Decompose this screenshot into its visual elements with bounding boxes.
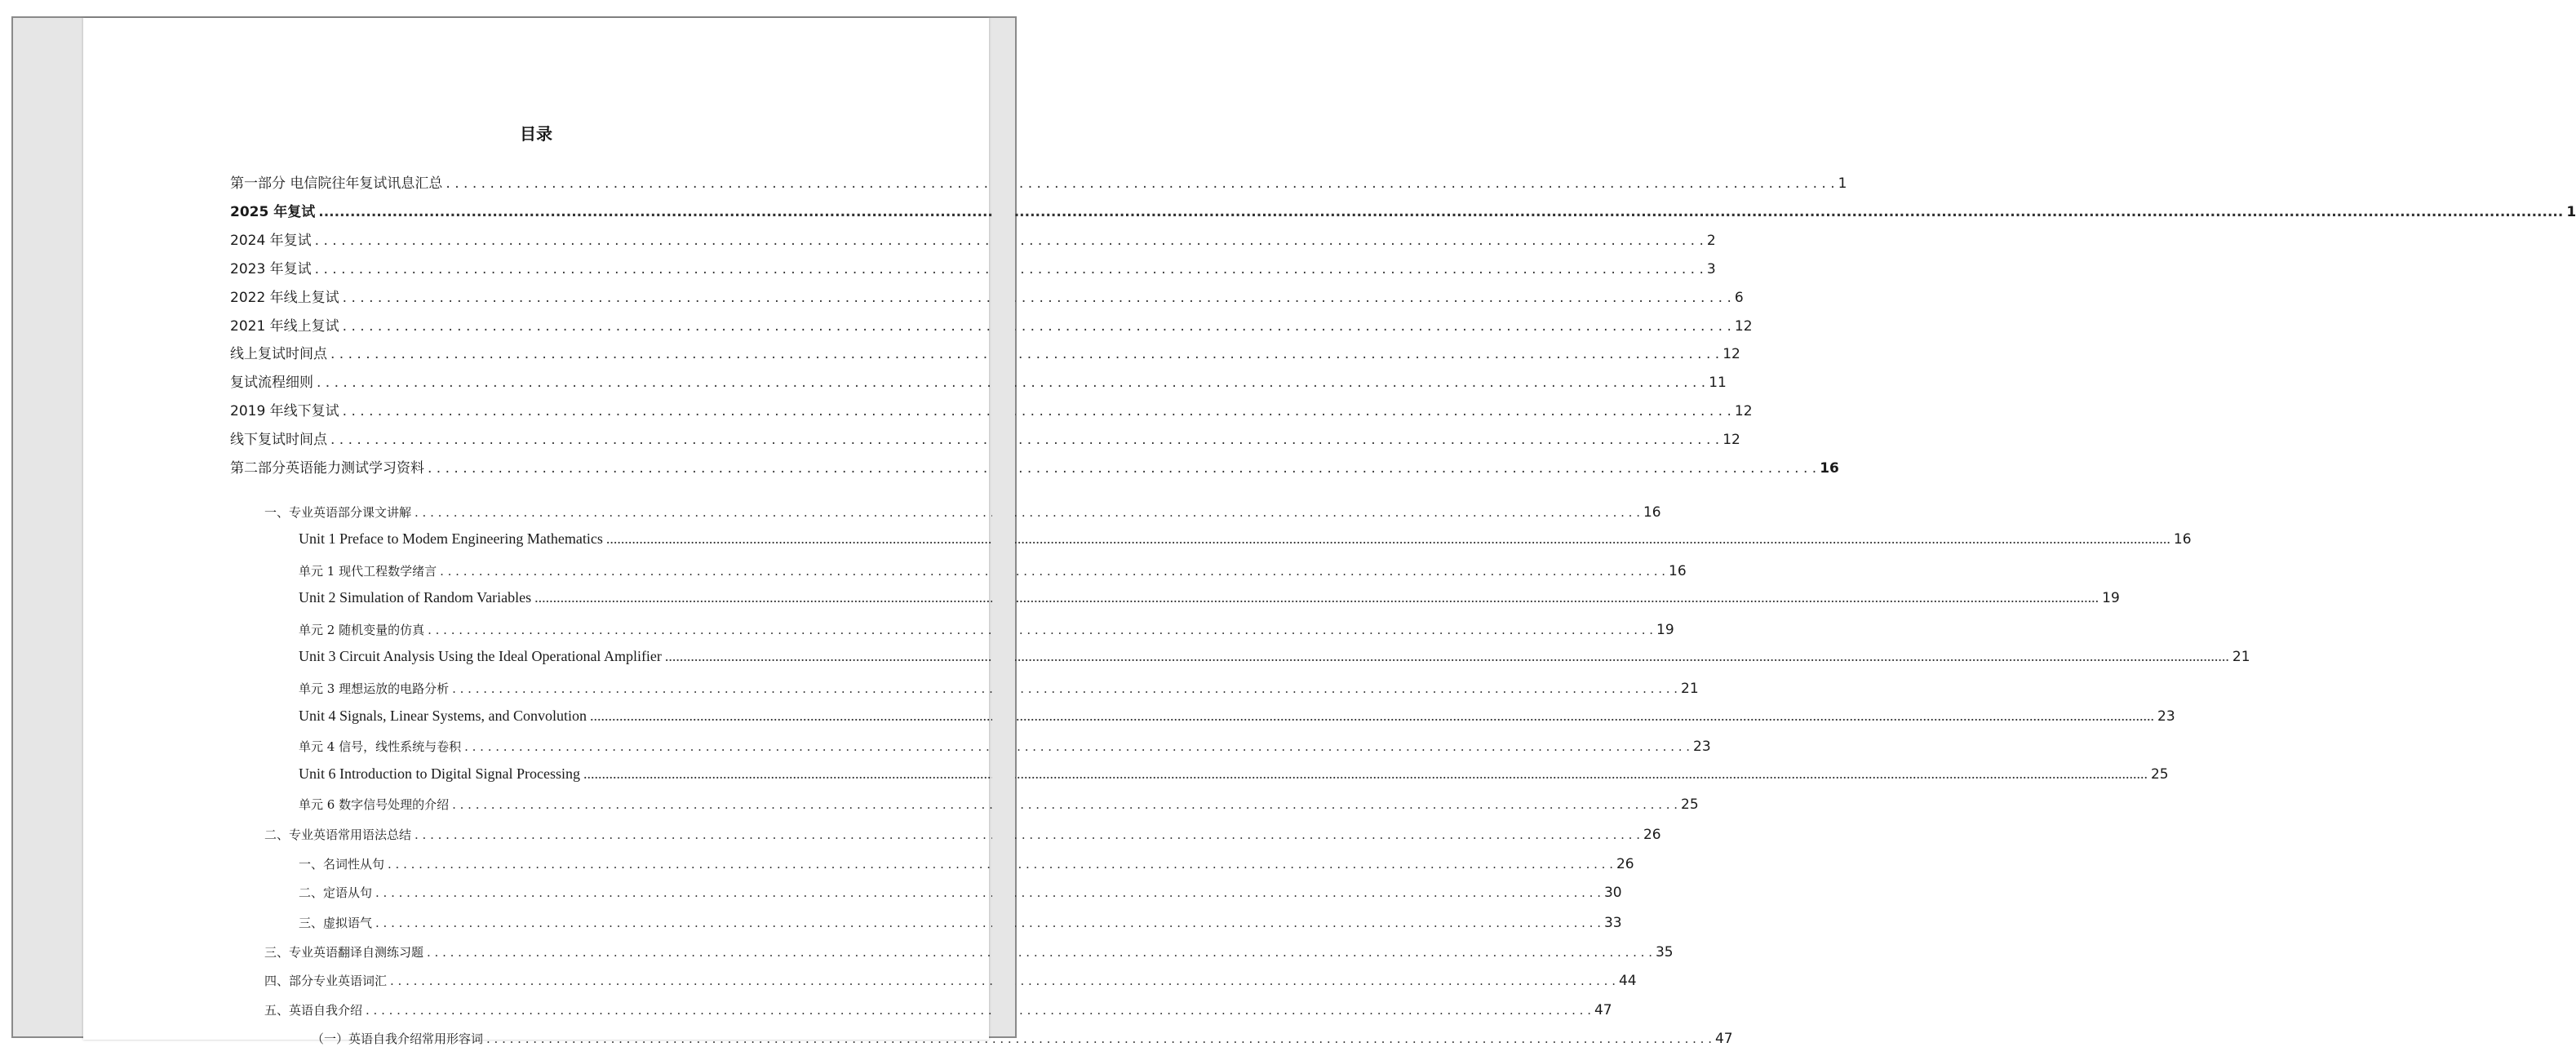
toc-leader-dots [318, 204, 2563, 220]
toc-leader-dots [366, 1003, 1591, 1018]
toc-leader-dots [452, 797, 1678, 812]
toc-entry[interactable] [230, 171, 1847, 192]
toc-entry-page: 47 [1714, 1031, 1733, 1047]
toc-leader-dots [446, 175, 1834, 192]
toc-leader-dots [375, 885, 1601, 900]
toc-entry[interactable] [230, 428, 1740, 448]
toc-entry[interactable] [299, 562, 1687, 579]
toc-entry-title: 单元 1 现代工程数学绪言 [299, 564, 437, 579]
toc-leader-dots [343, 403, 1731, 419]
toc-entry-title: 2021 年线上复试 [230, 318, 339, 335]
toc-entry-title: 2019 年线下复试 [230, 403, 339, 419]
toc-entry[interactable] [230, 257, 1716, 277]
toc-entry[interactable] [299, 855, 1634, 872]
toc-entry[interactable] [299, 530, 2192, 548]
toc-entry[interactable] [264, 1001, 1612, 1018]
toc-leader-dots [428, 460, 1816, 477]
toc-leader-dots [464, 739, 1690, 754]
toc-leader-dots [606, 530, 2170, 548]
toc-entry-page: 47 [1594, 1002, 1612, 1018]
toc-entry[interactable] [230, 228, 1716, 249]
toc-entry-title: 2025 年复试 [230, 204, 316, 220]
toc-entry-title: 四、部分专业英语词汇 [264, 974, 388, 988]
toc-entry-title: Unit 4 Signals, Linear Systems, and Convolution [299, 708, 587, 724]
toc-leader-dots [375, 916, 1601, 930]
toc-entry-title: 线上复试时间点 [230, 346, 327, 362]
toc-entry-title: 复试流程细则 [230, 375, 313, 391]
toc-entry[interactable] [230, 456, 1839, 477]
toc-entry-title: 五、英语自我介绍 [264, 1003, 363, 1018]
toc-entry-page: 25 [2150, 766, 2169, 783]
toc-entry-page: 1 [2566, 204, 2576, 220]
toc-entry-page: 16 [1669, 563, 1687, 579]
toc-leader-dots [330, 346, 1719, 362]
toc-entry-title: 2024 年复试 [230, 233, 312, 249]
toc-entry-title: Unit 1 Preface to Modem Engineering Mathematics [299, 530, 603, 547]
toc-entry[interactable] [230, 314, 1753, 335]
toc-entry[interactable] [299, 621, 1674, 638]
toc-entry-page: 25 [1681, 796, 1699, 813]
toc-entry-title: 三、专业英语翻译自测练习题 [264, 945, 424, 960]
toc-leader-dots [330, 432, 1719, 448]
toc-leader-dots [665, 648, 2229, 665]
toc-title: 目录 [520, 124, 552, 144]
toc-leader-dots [415, 827, 1640, 842]
toc-entry-title: 一、名词性从句 [299, 857, 385, 872]
toc-entry-page: 16 [2173, 531, 2192, 548]
toc-entry-page: 26 [1643, 827, 1661, 843]
toc-leader-dots [427, 945, 1652, 960]
toc-entry[interactable] [299, 589, 2120, 606]
toc-leader-dots [590, 708, 2154, 725]
toc-leader-dots [583, 765, 2148, 783]
toc-entry-page: 35 [1655, 944, 1674, 960]
toc-entry[interactable] [299, 765, 2169, 783]
toc-entry[interactable] [299, 796, 1699, 813]
document-page [83, 18, 2576, 1047]
toc-leader-dots [440, 564, 1665, 579]
toc-entry-page: 12 [1734, 318, 1753, 335]
toc-entry[interactable] [299, 708, 2175, 725]
toc-leader-dots [486, 1031, 1712, 1046]
toc-entry-page: 21 [2232, 649, 2250, 665]
toc-entry-title: 三、虚拟语气 [299, 916, 373, 930]
toc-entry[interactable] [299, 884, 1622, 901]
toc-leader-dots [534, 589, 2099, 606]
toc-entry-page: 16 [1820, 460, 1839, 477]
toc-entry-page: 11 [1709, 375, 1727, 391]
toc-entry-page: 21 [1681, 681, 1699, 697]
toc-entry-title: 二、专业英语常用语法总结 [264, 827, 412, 842]
toc-entry-page: 12 [1734, 403, 1753, 419]
toc-entry[interactable] [264, 943, 1674, 960]
toc-entry-page: 12 [1723, 346, 1740, 362]
toc-entry[interactable] [230, 286, 1744, 306]
toc-entry-page: 26 [1616, 856, 1634, 872]
toc-leader-dots [343, 318, 1731, 335]
toc-entry-title: 单元 6 数字信号处理的介绍 [299, 797, 450, 812]
toc-entry-page: 33 [1603, 915, 1622, 931]
toc-entry-page: 23 [1693, 739, 1711, 755]
toc-entry[interactable] [299, 738, 1711, 755]
toc-entry[interactable] [264, 972, 1637, 989]
toc-entry-page: 19 [2102, 590, 2120, 606]
toc-entry-title: Unit 2 Simulation of Random Variables [299, 589, 532, 606]
toc-entry[interactable] [264, 826, 1661, 843]
toc-entry-title: 一、专业英语部分课文讲解 [264, 505, 412, 520]
scrollbar-track[interactable] [992, 18, 1015, 1036]
toc-entry-title: 单元 4 信号，线性系统与卷积 [299, 739, 462, 754]
toc-entry-title: Unit 6 Introduction to Digital Signal Processing [299, 765, 580, 782]
toc-entry[interactable] [299, 648, 2250, 665]
toc-entry-title: 单元 2 随机变量的仿真 [299, 623, 425, 637]
toc-entry-page: 3 [1706, 261, 1716, 277]
toc-entry[interactable] [299, 914, 1622, 931]
toc-entry-title: Unit 3 Circuit Analysis Using the Ideal Operational Amplifier [299, 648, 662, 664]
toc-entry-page: 6 [1734, 290, 1744, 306]
toc-entry[interactable] [299, 680, 1699, 697]
toc-entry-page: 19 [1656, 622, 1674, 638]
toc-entry[interactable] [230, 342, 1740, 362]
table-of-contents [83, 18, 2576, 1047]
toc-entry-title: 二、定语从句 [299, 885, 373, 900]
toc-entry-page: 12 [1723, 432, 1740, 448]
toc-entry-title: 2023 年复试 [230, 261, 312, 277]
toc-entry-page: 30 [1603, 885, 1622, 901]
toc-entry-title: 线下复试时间点 [230, 432, 327, 448]
toc-entry-title: （一）英语自我介绍常用形容词 [312, 1031, 484, 1046]
toc-entry-page: 44 [1618, 973, 1637, 989]
toc-entry-page: 2 [1706, 233, 1716, 249]
toc-entry[interactable] [230, 399, 1753, 419]
toc-entry[interactable] [264, 504, 1661, 521]
toc-entry-page: 16 [1643, 504, 1661, 521]
toc-leader-dots [343, 290, 1731, 306]
toc-entry-title: 第二部分英语能力测试学习资料 [230, 460, 424, 477]
toc-leader-dots [452, 681, 1678, 696]
toc-entry-title: 2022 年线上复试 [230, 290, 339, 306]
toc-entry[interactable] [230, 200, 2576, 220]
toc-entry-title: 第一部分 电信院往年复试讯息汇总 [230, 175, 443, 192]
toc-entry-page: 1 [1838, 175, 1847, 192]
toc-entry[interactable] [312, 1030, 1733, 1047]
toc-entry[interactable] [230, 370, 1727, 391]
toc-leader-dots [428, 623, 1653, 637]
toc-leader-dots [415, 505, 1640, 520]
toc-entry-page: 23 [2157, 708, 2175, 725]
toc-entry-title: 单元 3 理想运放的电路分析 [299, 681, 450, 696]
document-viewer [11, 16, 2576, 1047]
